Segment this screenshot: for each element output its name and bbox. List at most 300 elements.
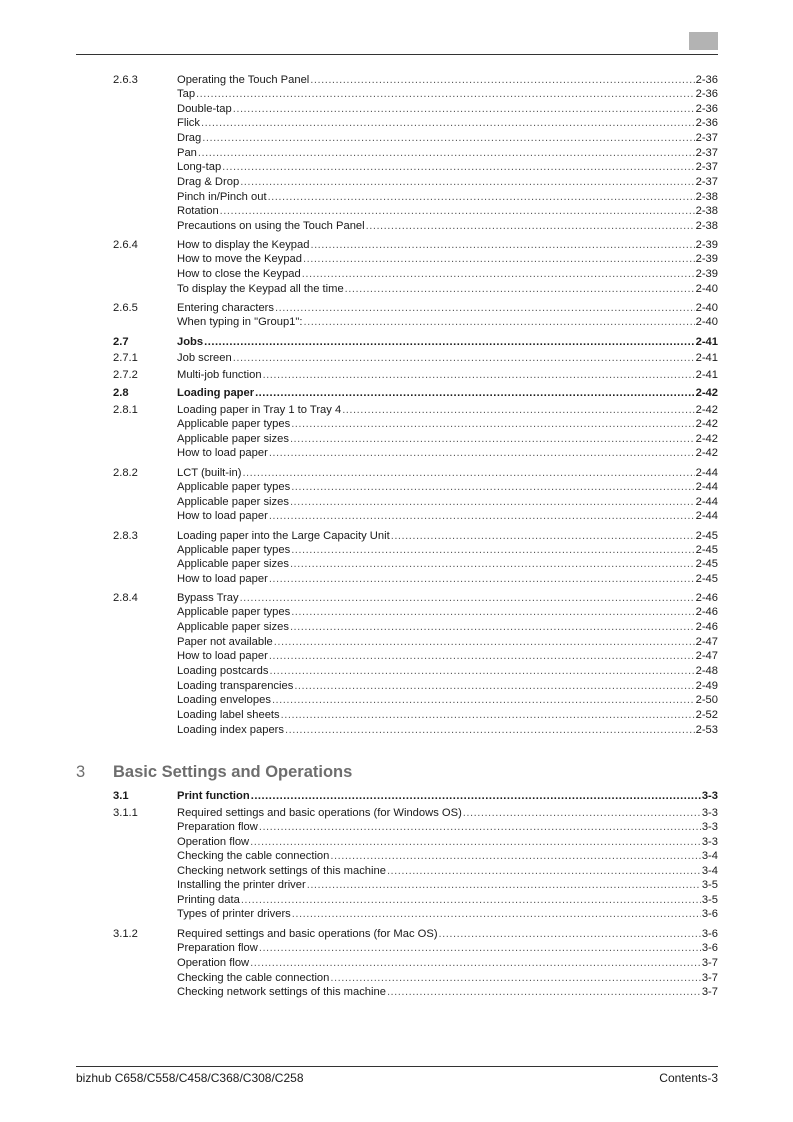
toc-entry[interactable] [0, 351, 793, 365]
toc-entry[interactable] [0, 146, 793, 160]
toc-entry-line [177, 238, 718, 252]
toc-entry-line [177, 820, 718, 834]
toc-entry[interactable] [0, 480, 793, 494]
toc-entry-page: 3-3 [701, 807, 718, 819]
toc-entry-title: Applicable paper sizes [177, 433, 289, 445]
toc-entry[interactable] [0, 985, 793, 999]
toc-entry-page: 2-41 [695, 336, 718, 348]
toc-entry-page: 2-41 [695, 369, 718, 381]
toc-entry-title: Paper not available [177, 636, 273, 648]
toc-entry-line [177, 252, 718, 266]
toc-entry[interactable] [0, 160, 793, 174]
toc-entry-line [177, 679, 718, 693]
toc-dot-leader [242, 466, 694, 480]
toc-entry-title: Preparation flow [177, 821, 258, 833]
toc-entry-title: Required settings and basic operations (for Mac OS) [177, 928, 438, 940]
toc-entry-line [177, 160, 718, 174]
toc-entry-title: How to load paper [177, 573, 268, 585]
toc-entry-title: Applicable paper sizes [177, 496, 289, 508]
toc-entry[interactable] [0, 417, 793, 431]
toc-entry-title: Bypass Tray [177, 592, 239, 604]
toc-dot-leader [366, 219, 695, 233]
toc-dot-leader [263, 368, 695, 382]
toc-dot-leader [391, 529, 695, 543]
toc-dot-leader [345, 282, 695, 296]
toc-entry[interactable] [0, 282, 793, 296]
toc-entry-line [177, 927, 718, 941]
toc-entry-page: 3-7 [701, 957, 718, 969]
toc-entry-line [177, 693, 718, 707]
toc-entry-title: Job screen [177, 352, 232, 364]
toc-entry[interactable] [0, 820, 793, 834]
toc-entry-line [177, 175, 718, 189]
toc-entry-title: Preparation flow [177, 942, 258, 954]
toc-entry-title: Multi-job function [177, 369, 262, 381]
toc-entry[interactable] [0, 708, 793, 722]
toc-entry[interactable] [0, 301, 793, 315]
toc-entry-title: Entering characters [177, 302, 275, 314]
toc-dot-leader [302, 267, 695, 281]
toc-dot-leader [220, 204, 695, 218]
toc-entry-page: 3-6 [701, 942, 718, 954]
toc-entry-title: Checking the cable connection [177, 972, 330, 984]
toc-entry-title: How to display the Keypad [177, 239, 310, 251]
toc-dot-leader [330, 849, 700, 863]
toc-entry[interactable] [0, 335, 793, 349]
toc-entry[interactable] [0, 87, 793, 101]
toc-entry-page: 3-4 [701, 865, 718, 877]
toc-entry-line [177, 204, 718, 218]
toc-entry-title: Loading paper [177, 387, 255, 399]
toc-entry-number: 2.7.2 [113, 369, 138, 381]
toc-entry[interactable] [0, 679, 793, 693]
footer-page-number: Contents-3 [659, 1071, 718, 1085]
toc-dot-leader [294, 679, 694, 693]
toc-entry-page: 2-46 [695, 592, 718, 604]
toc-entry-page: 3-5 [701, 879, 718, 891]
toc-entry[interactable] [0, 835, 793, 849]
toc-entry-page: 2-45 [695, 544, 718, 556]
toc-entry-number: 2.8.1 [113, 404, 138, 416]
toc-entry[interactable] [0, 649, 793, 663]
toc-entry-number: 3.1.2 [113, 928, 138, 940]
toc-entry-page: 2-42 [695, 418, 718, 430]
toc-entry-line [177, 495, 718, 509]
toc-entry-title: How to load paper [177, 510, 268, 522]
toc-entry-line [177, 849, 718, 863]
toc-entry[interactable] [0, 102, 793, 116]
toc-entry-line [177, 351, 718, 365]
chapter-number: 3 [76, 763, 86, 781]
toc-entry[interactable] [0, 495, 793, 509]
toc-entry-line [177, 417, 718, 431]
toc-entry-line [177, 87, 718, 101]
toc-entry-title: Jobs [177, 336, 204, 348]
toc-entry-line [177, 635, 718, 649]
toc-entry-line [177, 557, 718, 571]
toc-entry-title: Drag & Drop [177, 176, 240, 188]
toc-entry[interactable] [0, 956, 793, 970]
toc-dot-leader [250, 835, 701, 849]
toc-entry[interactable] [0, 941, 793, 955]
toc-dot-leader [250, 956, 701, 970]
toc-entry-title: Double-tap [177, 103, 232, 115]
toc-dot-leader [303, 315, 694, 329]
toc-entry[interactable] [0, 446, 793, 460]
toc-dot-leader [204, 335, 694, 349]
toc-entry[interactable] [0, 204, 793, 218]
toc-entry-line [177, 985, 718, 999]
toc-entry-line [177, 301, 718, 315]
toc-dot-leader [240, 591, 695, 605]
toc-entry-page: 2-40 [695, 316, 718, 328]
toc-dot-leader [290, 620, 695, 634]
toc-entry[interactable] [0, 789, 793, 803]
toc-dot-leader [198, 146, 695, 160]
header-rule [76, 54, 718, 55]
toc-entry[interactable] [0, 635, 793, 649]
toc-dot-leader [291, 417, 694, 431]
toc-dot-leader [269, 572, 695, 586]
toc-entry-page: 2-47 [695, 636, 718, 648]
toc-entry-line [177, 102, 718, 116]
toc-entry[interactable] [0, 252, 793, 266]
toc-entry-title: Tap [177, 88, 196, 100]
toc-dot-leader [259, 941, 701, 955]
toc-entry-page: 2-49 [695, 680, 718, 692]
toc-entry-page: 2-37 [695, 161, 718, 173]
toc-entry-page: 2-38 [695, 191, 718, 203]
toc-entry-line [177, 131, 718, 145]
toc-dot-leader [290, 557, 695, 571]
toc-entry-number: 2.8 [113, 387, 129, 399]
toc-entry-title: Long-tap [177, 161, 222, 173]
toc-entry-page: 3-7 [701, 986, 718, 998]
toc-entry[interactable] [0, 73, 793, 87]
toc-entry-page: 3-6 [701, 928, 718, 940]
toc-entry-title: How to close the Keypad [177, 268, 301, 280]
toc-entry-line [177, 591, 718, 605]
toc-entry[interactable] [0, 878, 793, 892]
toc-dot-leader [233, 351, 695, 365]
toc-dot-leader [255, 386, 695, 400]
toc-entry-number: 2.6.3 [113, 74, 138, 86]
toc-dot-leader [303, 252, 695, 266]
toc-entry-title: Rotation [177, 205, 219, 217]
toc-entry-title: Installing the printer driver [177, 879, 306, 891]
toc-entry-line [177, 190, 718, 204]
toc-entry-line [177, 723, 718, 737]
toc-entry-page: 3-6 [701, 908, 718, 920]
toc-entry[interactable] [0, 368, 793, 382]
toc-entry-page: 2-45 [695, 558, 718, 570]
toc-entry-title: Checking network settings of this machine [177, 986, 386, 998]
footer-rule [76, 1066, 718, 1067]
toc-entry[interactable] [0, 927, 793, 941]
toc-dot-leader [259, 820, 701, 834]
toc-entry-page: 3-7 [701, 972, 718, 984]
toc-entry-number: 2.8.3 [113, 530, 138, 542]
toc-entry-title: Applicable paper types [177, 606, 291, 618]
toc-entry-title: How to move the Keypad [177, 253, 302, 265]
toc-entry-page: 2-36 [695, 88, 718, 100]
toc-entry[interactable] [0, 572, 793, 586]
toc-entry[interactable] [0, 219, 793, 233]
toc-entry-line [177, 386, 718, 400]
toc-entry-title: LCT (built-in) [177, 467, 242, 479]
toc-entry[interactable] [0, 403, 793, 417]
toc-entry[interactable] [0, 509, 793, 523]
toc-entry-page: 2-42 [695, 447, 718, 459]
toc-entry-title: Checking the cable connection [177, 850, 330, 862]
toc-entry-page: 2-44 [695, 467, 718, 479]
toc-dot-leader [291, 543, 694, 557]
toc-dot-leader [290, 495, 695, 509]
toc-entry-title: To display the Keypad all the time [177, 283, 344, 295]
toc-entry-page: 2-45 [695, 573, 718, 585]
toc-entry-title: Loading envelopes [177, 694, 271, 706]
toc-entry-page: 2-46 [695, 606, 718, 618]
toc-entry-line [177, 368, 718, 382]
toc-entry-page: 2-40 [695, 302, 718, 314]
toc-entry-number: 2.7 [113, 336, 129, 348]
toc-entry[interactable] [0, 605, 793, 619]
toc-dot-leader [291, 605, 694, 619]
toc-entry[interactable] [0, 543, 793, 557]
toc-entry[interactable] [0, 591, 793, 605]
toc-entry-line [177, 529, 718, 543]
toc-entry[interactable] [0, 971, 793, 985]
toc-entry-line [177, 835, 718, 849]
toc-entry-title: Applicable paper types [177, 544, 291, 556]
toc-entry[interactable] [0, 386, 793, 400]
toc-entry-number: 3.1 [113, 790, 129, 802]
toc-entry-line [177, 649, 718, 663]
toc-entry-title: Drag [177, 132, 202, 144]
toc-entry[interactable] [0, 620, 793, 634]
toc-entry-page: 2-48 [695, 665, 718, 677]
toc-entry-line [177, 480, 718, 494]
toc-entry-page: 3-4 [701, 850, 718, 862]
toc-entry[interactable] [0, 116, 793, 130]
toc-entry-page: 2-42 [695, 404, 718, 416]
toc-entry-line [177, 806, 718, 820]
toc-entry-page: 2-37 [695, 176, 718, 188]
toc-entry-page: 2-47 [695, 650, 718, 662]
toc-entry-line [177, 315, 718, 329]
toc-entry-page: 2-50 [695, 694, 718, 706]
toc-entry[interactable] [0, 723, 793, 737]
toc-dot-leader [291, 480, 694, 494]
header-tab-marker [689, 32, 718, 50]
toc-dot-leader [387, 864, 701, 878]
toc-entry[interactable] [0, 238, 793, 252]
toc-entry-line [177, 605, 718, 619]
toc-entry-line [177, 708, 718, 722]
toc-entry-title: When typing in "Group1": [177, 316, 303, 328]
toc-dot-leader [310, 73, 694, 87]
toc-entry-title: Applicable paper sizes [177, 621, 289, 633]
toc-dot-leader [330, 971, 700, 985]
toc-entry-title: How to load paper [177, 650, 268, 662]
toc-entry-title: Loading paper in Tray 1 to Tray 4 [177, 404, 342, 416]
toc-dot-leader [272, 693, 695, 707]
toc-entry-page: 2-39 [695, 239, 718, 251]
toc-entry[interactable] [0, 907, 793, 921]
toc-entry-line [177, 971, 718, 985]
toc-entry-title: Print function [177, 790, 250, 802]
toc-entry-title: Loading paper into the Large Capacity Unit [177, 530, 390, 542]
toc-entry-page: 2-36 [695, 74, 718, 86]
footer-product-name: bizhub C658/C558/C458/C368/C308/C258 [76, 1071, 304, 1085]
toc-entry-line [177, 789, 718, 803]
toc-dot-leader [233, 102, 695, 116]
toc-dot-leader [310, 238, 694, 252]
toc-entry-number: 2.6.5 [113, 302, 138, 314]
toc-dot-leader [202, 131, 694, 145]
toc-entry-title: Loading transparencies [177, 680, 294, 692]
toc-entry-page: 2-37 [695, 147, 718, 159]
toc-dot-leader [387, 985, 701, 999]
toc-entry-page: 2-44 [695, 496, 718, 508]
toc-entry-page: 2-42 [695, 433, 718, 445]
toc-entry[interactable] [0, 806, 793, 820]
toc-entry[interactable] [0, 432, 793, 446]
toc-dot-leader [275, 301, 695, 315]
toc-entry-page: 2-40 [695, 283, 718, 295]
toc-entry-number: 2.8.4 [113, 592, 138, 604]
toc-entry-title: Pan [177, 147, 197, 159]
toc-entry-page: 2-42 [695, 387, 718, 399]
toc-dot-leader [290, 432, 695, 446]
toc-dot-leader [222, 160, 694, 174]
toc-entry-line [177, 335, 718, 349]
toc-entry-line [177, 956, 718, 970]
toc-entry-title: Types of printer drivers [177, 908, 291, 920]
toc-dot-leader [269, 446, 695, 460]
toc-dot-leader [241, 893, 701, 907]
toc-dot-leader [269, 664, 694, 678]
toc-entry-title: Loading postcards [177, 665, 269, 677]
toc-entry-page: 2-53 [695, 724, 718, 736]
toc-dot-leader [292, 907, 701, 921]
toc-dot-leader [269, 649, 695, 663]
toc-entry[interactable] [0, 664, 793, 678]
toc-entry-title: Applicable paper types [177, 418, 291, 430]
toc-entry-line [177, 907, 718, 921]
toc-entry-title: Applicable paper types [177, 481, 291, 493]
toc-entry-line [177, 73, 718, 87]
toc-entry[interactable] [0, 693, 793, 707]
toc-dot-leader [268, 190, 695, 204]
toc-entry-page: 3-3 [701, 821, 718, 833]
toc-entry-number: 2.7.1 [113, 352, 138, 364]
toc-entry[interactable] [0, 466, 793, 480]
toc-entry-page: 3-3 [701, 836, 718, 848]
toc-entry-page: 2-39 [695, 268, 718, 280]
toc-entry-line [177, 878, 718, 892]
toc-entry-line [177, 432, 718, 446]
toc-entry[interactable] [0, 131, 793, 145]
toc-entry-line [177, 620, 718, 634]
toc-entry-line [177, 941, 718, 955]
toc-entry[interactable] [0, 175, 793, 189]
toc-dot-leader [274, 635, 695, 649]
toc-entry-line [177, 893, 718, 907]
toc-entry-page: 2-37 [695, 132, 718, 144]
toc-entry-page: 2-44 [695, 481, 718, 493]
toc-entry-page: 2-38 [695, 220, 718, 232]
toc-entry-line [177, 572, 718, 586]
toc-entry-page: 2-46 [695, 621, 718, 633]
toc-entry-line [177, 864, 718, 878]
toc-entry-line [177, 116, 718, 130]
toc-entry-title: Operation flow [177, 957, 250, 969]
toc-entry[interactable] [0, 267, 793, 281]
toc-dot-leader [201, 116, 695, 130]
toc-entry-page: 2-52 [695, 709, 718, 721]
toc-entry-line [177, 446, 718, 460]
toc-entry-page: 3-5 [701, 894, 718, 906]
toc-entry[interactable] [0, 557, 793, 571]
toc-entry-page: 3-3 [701, 790, 718, 802]
toc-dot-leader [439, 927, 701, 941]
toc-dot-leader [285, 723, 695, 737]
toc-entry-page: 2-39 [695, 253, 718, 265]
toc-entry[interactable] [0, 893, 793, 907]
toc-dot-leader [196, 87, 695, 101]
toc-entry-line [177, 219, 718, 233]
toc-entry-title: How to load paper [177, 447, 268, 459]
toc-entry-line [177, 146, 718, 160]
toc-entry-line [177, 664, 718, 678]
toc-entry[interactable] [0, 864, 793, 878]
toc-entry-title: Required settings and basic operations (for Windows OS) [177, 807, 462, 819]
toc-entry-title: Flick [177, 117, 200, 129]
toc-entry[interactable] [0, 529, 793, 543]
toc-entry-number: 3.1.1 [113, 807, 138, 819]
toc-entry-line [177, 509, 718, 523]
toc-dot-leader [342, 403, 694, 417]
toc-entry[interactable] [0, 315, 793, 329]
toc-dot-leader [251, 789, 701, 803]
toc-entry-title: Pinch in/Pinch out [177, 191, 267, 203]
toc-entry-title: Precautions on using the Touch Panel [177, 220, 365, 232]
toc-entry-title: Printing data [177, 894, 240, 906]
toc-dot-leader [269, 509, 695, 523]
toc-entry-page: 2-36 [695, 117, 718, 129]
toc-dot-leader [463, 806, 701, 820]
toc-entry-page: 2-38 [695, 205, 718, 217]
chapter-title: Basic Settings and Operations [113, 763, 353, 781]
toc-entry-title: Loading label sheets [177, 709, 280, 721]
toc-entry-line [177, 403, 718, 417]
toc-entry-page: 2-45 [695, 530, 718, 542]
toc-entry-title: Loading index papers [177, 724, 284, 736]
toc-entry-line [177, 543, 718, 557]
toc-entry-title: Operation flow [177, 836, 250, 848]
toc-entry-number: 2.6.4 [113, 239, 138, 251]
toc-entry-page: 2-41 [695, 352, 718, 364]
toc-entry-number: 2.8.2 [113, 467, 138, 479]
toc-entry[interactable] [0, 849, 793, 863]
toc-entry-page: 2-36 [695, 103, 718, 115]
toc-entry-title: Checking network settings of this machine [177, 865, 386, 877]
toc-entry[interactable] [0, 190, 793, 204]
toc-entry-title: Applicable paper sizes [177, 558, 289, 570]
toc-entry-line [177, 267, 718, 281]
toc-entry-page: 2-44 [695, 510, 718, 522]
